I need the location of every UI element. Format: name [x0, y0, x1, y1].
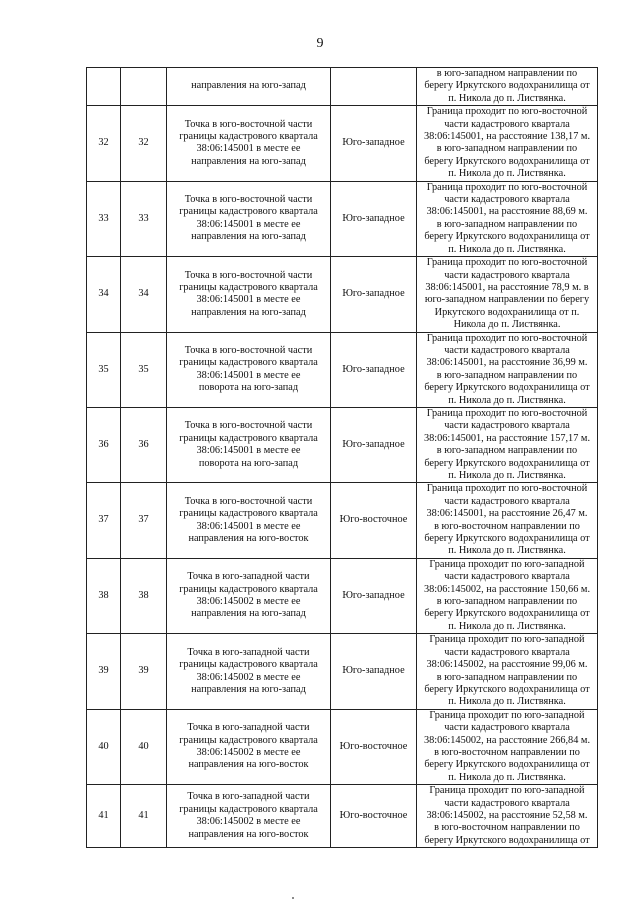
description-cell: Граница проходит по юго-восточной части кадастрового квартала 38:06:145001, на расстояние 157,17 м. в юго-западном направлении по берегу Иркутского водохранилища от п. Никола до п. Листвянка. — [417, 407, 598, 482]
table-row — [87, 558, 598, 633]
point-number-cell: 39 — [87, 634, 121, 709]
location-cell: Точка в юго-восточной части границы кадастрового квартала 38:06:145001 в месте ее направления на юго-запад — [167, 106, 331, 181]
point-id-cell: 41 — [121, 785, 167, 848]
point-id-cell: 34 — [121, 257, 167, 332]
point-id-cell: 39 — [121, 634, 167, 709]
description-cell: в юго-западном направлении по берегу Иркутского водохранилища от п. Никола до п. Листвянка. — [417, 68, 598, 106]
location-cell: Точка в юго-восточной части границы кадастрового квартала 38:06:145001 в месте ее направления на юго-запад — [167, 257, 331, 332]
description-cell: Граница проходит по юго-западной части кадастрового квартала 38:06:145002, на расстояние 99,06 м. в юго-западном направлении по берегу Иркутского водохранилища от п. Никола до п. Листвянка. — [417, 634, 598, 709]
table-row — [87, 106, 598, 181]
page-number: 9 — [316, 36, 324, 51]
table-row — [87, 634, 598, 709]
point-id-cell: 37 — [121, 483, 167, 558]
location-cell: Точка в юго-восточной части границы кадастрового квартала 38:06:145001 в месте ее направления на юго-восток — [167, 483, 331, 558]
location-cell: Точка в юго-западной части границы кадастрового квартала 38:06:145002 в месте ее направления на юго-восток — [167, 709, 331, 784]
point-number-cell: 34 — [87, 257, 121, 332]
point-number-cell: 36 — [87, 407, 121, 482]
point-id-cell: 33 — [121, 181, 167, 256]
point-number-cell: 33 — [87, 181, 121, 256]
point-number-cell: 38 — [87, 558, 121, 633]
point-id-cell: 35 — [121, 332, 167, 407]
point-number-cell: 41 — [87, 785, 121, 848]
location-cell: Точка в юго-западной части границы кадастрового квартала 38:06:145002 в месте ее направления на юго-восток — [167, 785, 331, 848]
table-row — [87, 483, 598, 558]
point-number-cell: 32 — [87, 106, 121, 181]
location-cell: направления на юго-запад — [167, 68, 331, 106]
direction-cell: Юго-западное — [331, 106, 417, 181]
description-cell: Граница проходит по юго-западной части кадастрового квартала 38:06:145002, на расстояние 52,58 м. в юго-восточном направлении по берегу Иркутского водохранилища от — [417, 785, 598, 848]
location-cell: Точка в юго-восточной части границы кадастрового квартала 38:06:145001 в месте ее поворота на юго-запад — [167, 332, 331, 407]
description-cell: Граница проходит по юго-западной части кадастрового квартала 38:06:145002, на расстояние 266,84 м. в юго-восточном направлении по берегу Иркутского водохранилища от п. Никола до п. Листвянка. — [417, 709, 598, 784]
description-cell: Граница проходит по юго-восточной части кадастрового квартала 38:06:145001, на расстояние 138,17 м. в юго-западном направлении по берегу Иркутского водохранилища от п. Никола до п. Листвянка. — [417, 106, 598, 181]
point-id-cell — [121, 68, 167, 106]
direction-cell: Юго-западное — [331, 634, 417, 709]
point-id-cell: 40 — [121, 709, 167, 784]
direction-cell: Юго-западное — [331, 407, 417, 482]
location-cell: Точка в юго-восточной части границы кадастрового квартала 38:06:145001 в месте ее поворота на юго-запад — [167, 407, 331, 482]
point-number-cell: 37 — [87, 483, 121, 558]
direction-cell: Юго-восточное — [331, 483, 417, 558]
description-cell: Граница проходит по юго-восточной части кадастрового квартала 38:06:145001, на расстояние 36,99 м. в юго-западном направлении по берегу Иркутского водохранилища от п. Никола до п. Листвянка. — [417, 332, 598, 407]
point-number-cell: 35 — [87, 332, 121, 407]
table-row — [87, 332, 598, 407]
direction-cell: Юго-восточное — [331, 709, 417, 784]
direction-cell: Юго-западное — [331, 332, 417, 407]
direction-cell: Юго-западное — [331, 558, 417, 633]
description-cell: Граница проходит по юго-западной части кадастрового квартала 38:06:145002, на расстояние 150,66 м. в юго-западном направлении по берегу Иркутского водохранилища от п. Никола до п. Листвянка. — [417, 558, 598, 633]
location-cell: Точка в юго-западной части границы кадастрового квартала 38:06:145002 в месте ее направления на юго-запад — [167, 558, 331, 633]
point-number-cell — [87, 68, 121, 106]
point-id-cell: 38 — [121, 558, 167, 633]
table-body — [87, 68, 598, 848]
table-row — [87, 407, 598, 482]
direction-cell: Юго-западное — [331, 257, 417, 332]
direction-cell: Юго-западное — [331, 181, 417, 256]
table-row — [87, 181, 598, 256]
point-id-cell: 36 — [121, 407, 167, 482]
description-cell: Граница проходит по юго-восточной части кадастрового квартала 38:06:145001, на расстояние 26,47 м. в юго-восточном направлении по берегу Иркутского водохранилища от п. Никола до п. Листвянка. — [417, 483, 598, 558]
scan-mark — [292, 897, 294, 899]
location-cell: Точка в юго-восточной части границы кадастрового квартала 38:06:145001 в месте ее направления на юго-запад — [167, 181, 331, 256]
table-row — [87, 709, 598, 784]
boundary-points-table — [86, 67, 598, 848]
point-number-cell: 40 — [87, 709, 121, 784]
direction-cell — [331, 68, 417, 106]
table-row — [87, 257, 598, 332]
description-cell: Граница проходит по юго-восточной части кадастрового квартала 38:06:145001, на расстояние 88,69 м. в юго-западном направлении по берегу Иркутского водохранилища от п. Никола до п. Листвянка. — [417, 181, 598, 256]
description-cell: Граница проходит по юго-восточной части кадастрового квартала 38:06:145001, на расстояние 78,9 м. в юго-западном направлении по берегу Иркутского водохранилища от п. Никола до п. Листвянка. — [417, 257, 598, 332]
table-row — [87, 785, 598, 848]
table-row-continuation — [87, 68, 598, 106]
direction-cell: Юго-восточное — [331, 785, 417, 848]
point-id-cell: 32 — [121, 106, 167, 181]
location-cell: Точка в юго-западной части границы кадастрового квартала 38:06:145002 в месте ее направления на юго-запад — [167, 634, 331, 709]
